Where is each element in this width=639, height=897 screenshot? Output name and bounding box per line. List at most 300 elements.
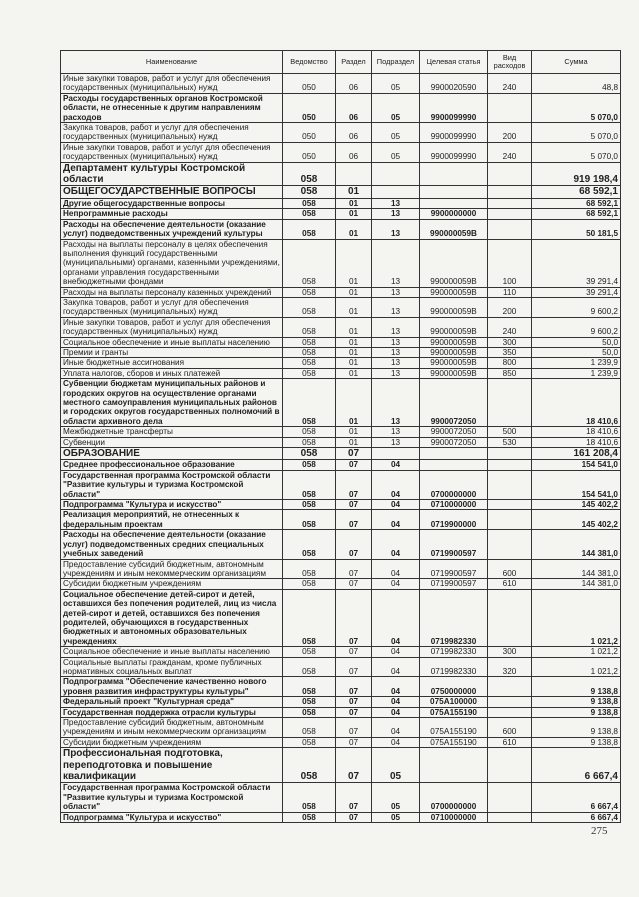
row-subsection-cell: 13 xyxy=(372,427,420,437)
row-subsection-cell: 13 xyxy=(372,198,420,208)
row-section-cell: 01 xyxy=(336,317,372,337)
table-row xyxy=(61,337,621,347)
row-subsection-cell: 13 xyxy=(372,337,420,347)
row-subsection-cell: 05 xyxy=(372,748,420,783)
row-amount-cell: 144 381,0 xyxy=(532,579,621,589)
row-expense-type-cell xyxy=(488,162,532,186)
row-amount-cell: 1 239,9 xyxy=(532,368,621,378)
row-expense-type-cell xyxy=(488,198,532,208)
row-expense-type-cell xyxy=(488,209,532,219)
row-name-cell: Расходы на выплаты персоналу казенных учреждений xyxy=(61,287,283,297)
row-subsection-cell: 04 xyxy=(372,500,420,510)
row-subsection-cell: 05 xyxy=(372,812,420,822)
row-expense-type-cell xyxy=(488,530,532,559)
row-expense-type-cell xyxy=(488,677,532,697)
table-row xyxy=(61,460,621,470)
row-section-cell: 07 xyxy=(336,783,372,812)
row-name-cell: Уплата налогов, сборов и иных платежей xyxy=(61,368,283,378)
row-department-cell: 058 xyxy=(283,530,336,559)
row-name-cell: Расходы на выплаты персоналу в целях обеспечения выполнения функций государственными (муниципальными) органами, казенными учреждениями, органами управления государственными внебюджетными фондами xyxy=(61,239,283,287)
table-row xyxy=(61,347,621,357)
row-target-item-cell: 990000059В xyxy=(420,287,488,297)
budget-table-page xyxy=(60,50,620,823)
table-row xyxy=(61,748,621,783)
row-expense-type-cell: 240 xyxy=(488,317,532,337)
row-name-cell: Закупка товаров, работ и услуг для обеспечения государственных (муниципальных) нужд xyxy=(61,123,283,143)
row-department-cell: 058 xyxy=(283,219,336,239)
row-expense-type-cell: 320 xyxy=(488,657,532,677)
row-amount-cell: 68 592,1 xyxy=(532,186,621,198)
row-target-item-cell: 990000059В xyxy=(420,317,488,337)
row-name-cell: Подпрограмма "Культура и искусство" xyxy=(61,500,283,510)
row-department-cell: 058 xyxy=(283,317,336,337)
row-subsection-cell xyxy=(372,186,420,198)
row-target-item-cell: 0719900597 xyxy=(420,530,488,559)
row-amount-cell: 39 291,4 xyxy=(532,287,621,297)
row-expense-type-cell xyxy=(488,748,532,783)
row-subsection-cell: 04 xyxy=(372,647,420,657)
row-amount-cell: 9 138,8 xyxy=(532,707,621,717)
row-section-cell: 06 xyxy=(336,74,372,94)
row-department-cell: 058 xyxy=(283,368,336,378)
row-department-cell: 058 xyxy=(283,500,336,510)
row-expense-type-cell: 600 xyxy=(488,559,532,579)
row-name-cell: ОБРАЗОВАНИЕ xyxy=(61,448,283,460)
table-row xyxy=(61,677,621,697)
row-department-cell: 058 xyxy=(283,647,336,657)
row-section-cell xyxy=(336,162,372,186)
row-section-cell: 07 xyxy=(336,510,372,530)
row-expense-type-cell: 610 xyxy=(488,737,532,747)
row-department-cell: 058 xyxy=(283,297,336,317)
table-row xyxy=(61,559,621,579)
row-department-cell: 058 xyxy=(283,239,336,287)
row-name-cell: Предоставление субсидий бюджетным, автономным учреждениям и иным некоммерческим организациям xyxy=(61,718,283,738)
table-row xyxy=(61,142,621,162)
row-subsection-cell: 04 xyxy=(372,697,420,707)
row-amount-cell: 161 208,4 xyxy=(532,448,621,460)
row-name-cell: Социальное обеспечение и иные выплаты населению xyxy=(61,337,283,347)
row-subsection-cell: 13 xyxy=(372,297,420,317)
row-section-cell: 07 xyxy=(336,647,372,657)
row-target-item-cell xyxy=(420,162,488,186)
row-target-item-cell: 0700000000 xyxy=(420,783,488,812)
row-name-cell: Профессиональная подготовка, переподготовка и повышение квалификации xyxy=(61,748,283,783)
row-section-cell: 01 xyxy=(336,219,372,239)
row-amount-cell: 919 198,4 xyxy=(532,162,621,186)
row-section-cell: 07 xyxy=(336,748,372,783)
row-name-cell: Закупка товаров, работ и услуг для обеспечения государственных (муниципальных) нужд xyxy=(61,297,283,317)
row-section-cell: 01 xyxy=(336,239,372,287)
row-subsection-cell: 04 xyxy=(372,470,420,499)
column-header-subsection: Подраздел xyxy=(372,51,420,74)
table-body xyxy=(61,74,621,823)
row-subsection-cell: 13 xyxy=(372,368,420,378)
row-section-cell: 01 xyxy=(336,437,372,447)
row-expense-type-cell: 850 xyxy=(488,368,532,378)
row-expense-type-cell xyxy=(488,470,532,499)
row-amount-cell: 5 070,0 xyxy=(532,142,621,162)
row-subsection-cell xyxy=(372,162,420,186)
row-subsection-cell: 13 xyxy=(372,317,420,337)
row-name-cell: Межбюджетные трансферты xyxy=(61,427,283,437)
row-section-cell: 07 xyxy=(336,677,372,697)
table-row xyxy=(61,579,621,589)
row-department-cell: 058 xyxy=(283,657,336,677)
row-target-item-cell xyxy=(420,460,488,470)
row-target-item-cell: 0719982330 xyxy=(420,647,488,657)
row-target-item-cell: 9900020590 xyxy=(420,74,488,94)
table-row xyxy=(61,718,621,738)
row-department-cell: 058 xyxy=(283,783,336,812)
table-header xyxy=(61,51,621,74)
row-target-item-cell: 990000059В xyxy=(420,239,488,287)
row-amount-cell: 9 138,8 xyxy=(532,718,621,738)
row-amount-cell: 39 291,4 xyxy=(532,239,621,287)
table-row xyxy=(61,297,621,317)
table-row xyxy=(61,209,621,219)
row-expense-type-cell xyxy=(488,697,532,707)
row-department-cell: 058 xyxy=(283,358,336,368)
row-amount-cell: 50,0 xyxy=(532,347,621,357)
row-expense-type-cell xyxy=(488,448,532,460)
column-header-department: Ведомство xyxy=(283,51,336,74)
row-target-item-cell xyxy=(420,198,488,208)
row-section-cell: 06 xyxy=(336,93,372,122)
row-subsection-cell: 05 xyxy=(372,93,420,122)
row-expense-type-cell: 500 xyxy=(488,427,532,437)
table-row xyxy=(61,500,621,510)
row-department-cell: 058 xyxy=(283,718,336,738)
table-row xyxy=(61,379,621,427)
row-amount-cell: 6 667,4 xyxy=(532,812,621,822)
row-target-item-cell: 9900099990 xyxy=(420,93,488,122)
row-section-cell: 01 xyxy=(336,347,372,357)
row-name-cell: Субсидии бюджетным учреждениям xyxy=(61,737,283,747)
row-target-item-cell: 075А155190 xyxy=(420,707,488,717)
row-subsection-cell: 04 xyxy=(372,657,420,677)
row-subsection-cell: 13 xyxy=(372,358,420,368)
row-amount-cell: 1 021,2 xyxy=(532,657,621,677)
row-target-item-cell: 990000059В xyxy=(420,297,488,317)
row-expense-type-cell xyxy=(488,589,532,646)
row-amount-cell: 1 021,2 xyxy=(532,589,621,646)
row-department-cell: 058 xyxy=(283,460,336,470)
row-department-cell: 058 xyxy=(283,448,336,460)
table-row xyxy=(61,358,621,368)
row-target-item-cell: 9900099990 xyxy=(420,123,488,143)
row-target-item-cell: 990000059В xyxy=(420,368,488,378)
row-amount-cell: 5 070,0 xyxy=(532,93,621,122)
row-amount-cell: 50 181,5 xyxy=(532,219,621,239)
row-expense-type-cell: 530 xyxy=(488,437,532,447)
row-amount-cell: 50,0 xyxy=(532,337,621,347)
row-department-cell: 058 xyxy=(283,287,336,297)
row-name-cell: Федеральный проект "Культурная среда" xyxy=(61,697,283,707)
row-amount-cell: 18 410,6 xyxy=(532,427,621,437)
column-header-expense-type: Вид расходов xyxy=(488,51,532,74)
row-subsection-cell: 04 xyxy=(372,579,420,589)
row-section-cell: 07 xyxy=(336,589,372,646)
row-expense-type-cell: 110 xyxy=(488,287,532,297)
table-row xyxy=(61,437,621,447)
row-subsection-cell: 04 xyxy=(372,559,420,579)
row-department-cell: 058 xyxy=(283,707,336,717)
table-row xyxy=(61,427,621,437)
row-subsection-cell: 05 xyxy=(372,123,420,143)
row-name-cell: Иные закупки товаров, работ и услуг для обеспечения государственных (муниципальных) нужд xyxy=(61,317,283,337)
row-expense-type-cell xyxy=(488,219,532,239)
row-section-cell: 07 xyxy=(336,812,372,822)
row-section-cell: 07 xyxy=(336,697,372,707)
table-row xyxy=(61,510,621,530)
row-subsection-cell: 13 xyxy=(372,379,420,427)
row-amount-cell: 68 592,1 xyxy=(532,209,621,219)
row-expense-type-cell xyxy=(488,500,532,510)
table-row xyxy=(61,186,621,198)
row-expense-type-cell: 610 xyxy=(488,579,532,589)
row-expense-type-cell: 240 xyxy=(488,74,532,94)
row-name-cell: Иные закупки товаров, работ и услуг для обеспечения государственных (муниципальных) нужд xyxy=(61,74,283,94)
row-department-cell: 050 xyxy=(283,142,336,162)
row-name-cell: Подпрограмма "Обеспечение качественно нового уровня развития инфраструктуры культуры" xyxy=(61,677,283,697)
row-department-cell: 058 xyxy=(283,347,336,357)
row-name-cell: Среднее профессиональное образование xyxy=(61,460,283,470)
row-subsection-cell: 13 xyxy=(372,437,420,447)
row-expense-type-cell: 100 xyxy=(488,239,532,287)
table-row xyxy=(61,219,621,239)
row-expense-type-cell: 240 xyxy=(488,142,532,162)
row-target-item-cell: 0719900597 xyxy=(420,559,488,579)
row-target-item-cell: 0700000000 xyxy=(420,470,488,499)
row-name-cell: Расходы государственных органов Костромской области, не отнесенные к другим направлениям расходов xyxy=(61,93,283,122)
row-name-cell: Иные закупки товаров, работ и услуг для обеспечения государственных (муниципальных) нужд xyxy=(61,142,283,162)
row-expense-type-cell: 600 xyxy=(488,718,532,738)
row-department-cell: 058 xyxy=(283,737,336,747)
row-target-item-cell: 0719900597 xyxy=(420,579,488,589)
row-subsection-cell: 04 xyxy=(372,707,420,717)
row-name-cell: Департамент культуры Костромской области xyxy=(61,162,283,186)
row-subsection-cell: 05 xyxy=(372,74,420,94)
row-target-item-cell: 990000059В xyxy=(420,347,488,357)
row-name-cell: Социальное обеспечение и иные выплаты населению xyxy=(61,647,283,657)
row-name-cell: Государственная программа Костромской области "Развитие культуры и туризма Костромской области" xyxy=(61,783,283,812)
row-name-cell: Субвенции бюджетам муниципальных районов и городских округов на осуществление органами местного самоуправления муниципальных районов и городских округов государственных полномочий в области архивного дела xyxy=(61,379,283,427)
row-expense-type-cell: 800 xyxy=(488,358,532,368)
row-section-cell: 07 xyxy=(336,500,372,510)
row-amount-cell: 145 402,2 xyxy=(532,500,621,510)
row-name-cell: Государственная поддержка отрасли культуры xyxy=(61,707,283,717)
row-section-cell: 06 xyxy=(336,142,372,162)
row-section-cell: 01 xyxy=(336,287,372,297)
row-amount-cell: 6 667,4 xyxy=(532,783,621,812)
row-section-cell: 01 xyxy=(336,297,372,317)
row-subsection-cell: 04 xyxy=(372,718,420,738)
row-section-cell: 07 xyxy=(336,579,372,589)
row-expense-type-cell: 300 xyxy=(488,647,532,657)
row-target-item-cell xyxy=(420,186,488,198)
row-department-cell: 058 xyxy=(283,589,336,646)
row-expense-type-cell xyxy=(488,510,532,530)
row-name-cell: Иные бюджетные ассигнования xyxy=(61,358,283,368)
row-name-cell: ОБЩЕГОСУДАРСТВЕННЫЕ ВОПРОСЫ xyxy=(61,186,283,198)
row-department-cell: 050 xyxy=(283,123,336,143)
column-header-name: Наименование xyxy=(61,51,283,74)
row-name-cell: Премии и гранты xyxy=(61,347,283,357)
row-target-item-cell: 0710000000 xyxy=(420,500,488,510)
row-target-item-cell xyxy=(420,748,488,783)
row-subsection-cell: 04 xyxy=(372,530,420,559)
row-target-item-cell: 075А100000 xyxy=(420,697,488,707)
table-row xyxy=(61,287,621,297)
row-name-cell: Субвенции xyxy=(61,437,283,447)
column-header-section: Раздел xyxy=(336,51,372,74)
table-row xyxy=(61,812,621,822)
table-row xyxy=(61,697,621,707)
row-department-cell: 050 xyxy=(283,93,336,122)
row-subsection-cell: 04 xyxy=(372,460,420,470)
row-section-cell: 07 xyxy=(336,707,372,717)
table-row xyxy=(61,707,621,717)
table-row xyxy=(61,470,621,499)
row-target-item-cell: 0710000000 xyxy=(420,812,488,822)
row-department-cell: 058 xyxy=(283,748,336,783)
table-row xyxy=(61,368,621,378)
table-row xyxy=(61,647,621,657)
row-target-item-cell: 990000059В xyxy=(420,358,488,368)
row-subsection-cell: 04 xyxy=(372,510,420,530)
row-section-cell: 01 xyxy=(336,358,372,368)
table-row xyxy=(61,93,621,122)
row-amount-cell: 48,8 xyxy=(532,74,621,94)
row-target-item-cell: 075А155190 xyxy=(420,737,488,747)
row-amount-cell: 68 592,1 xyxy=(532,198,621,208)
row-expense-type-cell: 200 xyxy=(488,297,532,317)
row-target-item-cell: 9900099990 xyxy=(420,142,488,162)
row-name-cell: Другие общегосударственные вопросы xyxy=(61,198,283,208)
row-section-cell: 01 xyxy=(336,198,372,208)
row-section-cell: 01 xyxy=(336,186,372,198)
row-amount-cell: 18 410,6 xyxy=(532,379,621,427)
row-department-cell: 058 xyxy=(283,510,336,530)
row-amount-cell: 9 138,8 xyxy=(532,677,621,697)
row-amount-cell: 9 600,2 xyxy=(532,297,621,317)
row-amount-cell: 9 138,8 xyxy=(532,737,621,747)
row-department-cell: 058 xyxy=(283,697,336,707)
row-subsection-cell: 13 xyxy=(372,209,420,219)
table-row xyxy=(61,317,621,337)
row-name-cell: Субсидии бюджетным учреждениям xyxy=(61,579,283,589)
row-name-cell: Расходы на обеспечение деятельности (оказание услуг) подведомственных средних специальных учебных заведений xyxy=(61,530,283,559)
row-expense-type-cell xyxy=(488,186,532,198)
row-expense-type-cell xyxy=(488,812,532,822)
row-department-cell: 058 xyxy=(283,186,336,198)
row-amount-cell: 9 138,8 xyxy=(532,697,621,707)
row-target-item-cell: 9900072050 xyxy=(420,427,488,437)
row-department-cell: 058 xyxy=(283,470,336,499)
row-target-item-cell: 9900072050 xyxy=(420,379,488,427)
row-subsection-cell: 05 xyxy=(372,783,420,812)
row-target-item-cell: 0750000000 xyxy=(420,677,488,697)
table-row xyxy=(61,530,621,559)
row-section-cell: 06 xyxy=(336,123,372,143)
row-expense-type-cell xyxy=(488,707,532,717)
row-name-cell: Реализация мероприятий, не отнесенных к федеральным проектам xyxy=(61,510,283,530)
row-name-cell: Подпрограмма "Культура и искусство" xyxy=(61,812,283,822)
row-section-cell: 01 xyxy=(336,427,372,437)
row-subsection-cell: 05 xyxy=(372,142,420,162)
row-section-cell: 07 xyxy=(336,559,372,579)
table-row xyxy=(61,783,621,812)
table-row xyxy=(61,239,621,287)
row-department-cell: 058 xyxy=(283,209,336,219)
budget-table xyxy=(60,50,621,823)
row-target-item-cell: 990000059В xyxy=(420,219,488,239)
row-department-cell: 058 xyxy=(283,579,336,589)
table-row xyxy=(61,198,621,208)
row-subsection-cell: 13 xyxy=(372,239,420,287)
row-department-cell: 050 xyxy=(283,74,336,94)
row-section-cell: 07 xyxy=(336,460,372,470)
row-amount-cell: 154 541,0 xyxy=(532,470,621,499)
row-department-cell: 058 xyxy=(283,379,336,427)
row-name-cell: Социальное обеспечение детей-сирот и детей, оставшихся без попечения родителей, лиц из числа детей-сирот и детей, оставшихся без попечения родителей, обучающихся в государственных бюджетных и автономных образовательных учреждениях xyxy=(61,589,283,646)
row-name-cell: Непрограммные расходы xyxy=(61,209,283,219)
row-expense-type-cell xyxy=(488,379,532,427)
table-row xyxy=(61,123,621,143)
row-amount-cell: 5 070,0 xyxy=(532,123,621,143)
row-amount-cell: 154 541,0 xyxy=(532,460,621,470)
row-section-cell: 07 xyxy=(336,737,372,747)
row-target-item-cell: 0719982330 xyxy=(420,589,488,646)
row-name-cell: Расходы на обеспечение деятельности (оказание услуг) подведомственных учреждений культуры xyxy=(61,219,283,239)
row-target-item-cell: 0719900000 xyxy=(420,510,488,530)
row-section-cell: 01 xyxy=(336,368,372,378)
row-expense-type-cell: 350 xyxy=(488,347,532,357)
row-section-cell: 01 xyxy=(336,209,372,219)
row-amount-cell: 1 239,9 xyxy=(532,358,621,368)
row-amount-cell: 145 402,2 xyxy=(532,510,621,530)
page-number: 275 xyxy=(591,825,608,837)
row-expense-type-cell xyxy=(488,783,532,812)
column-header-amount: Сумма xyxy=(532,51,621,74)
row-target-item-cell: 990000059В xyxy=(420,337,488,347)
row-section-cell: 07 xyxy=(336,448,372,460)
row-amount-cell: 18 410,6 xyxy=(532,437,621,447)
row-target-item-cell: 075А155190 xyxy=(420,718,488,738)
row-section-cell: 07 xyxy=(336,470,372,499)
row-subsection-cell xyxy=(372,448,420,460)
row-subsection-cell: 13 xyxy=(372,287,420,297)
row-department-cell: 058 xyxy=(283,559,336,579)
row-section-cell: 01 xyxy=(336,337,372,347)
table-row xyxy=(61,448,621,460)
row-department-cell: 058 xyxy=(283,437,336,447)
row-target-item-cell: 9900072050 xyxy=(420,437,488,447)
row-section-cell: 07 xyxy=(336,530,372,559)
row-subsection-cell: 13 xyxy=(372,347,420,357)
column-header-target-item: Целевая статья xyxy=(420,51,488,74)
table-row xyxy=(61,737,621,747)
row-subsection-cell: 04 xyxy=(372,677,420,697)
row-department-cell: 058 xyxy=(283,162,336,186)
row-subsection-cell: 13 xyxy=(372,219,420,239)
row-target-item-cell: 0719982330 xyxy=(420,657,488,677)
table-row xyxy=(61,589,621,646)
row-target-item-cell: 9900000000 xyxy=(420,209,488,219)
row-target-item-cell xyxy=(420,448,488,460)
row-section-cell: 01 xyxy=(336,379,372,427)
